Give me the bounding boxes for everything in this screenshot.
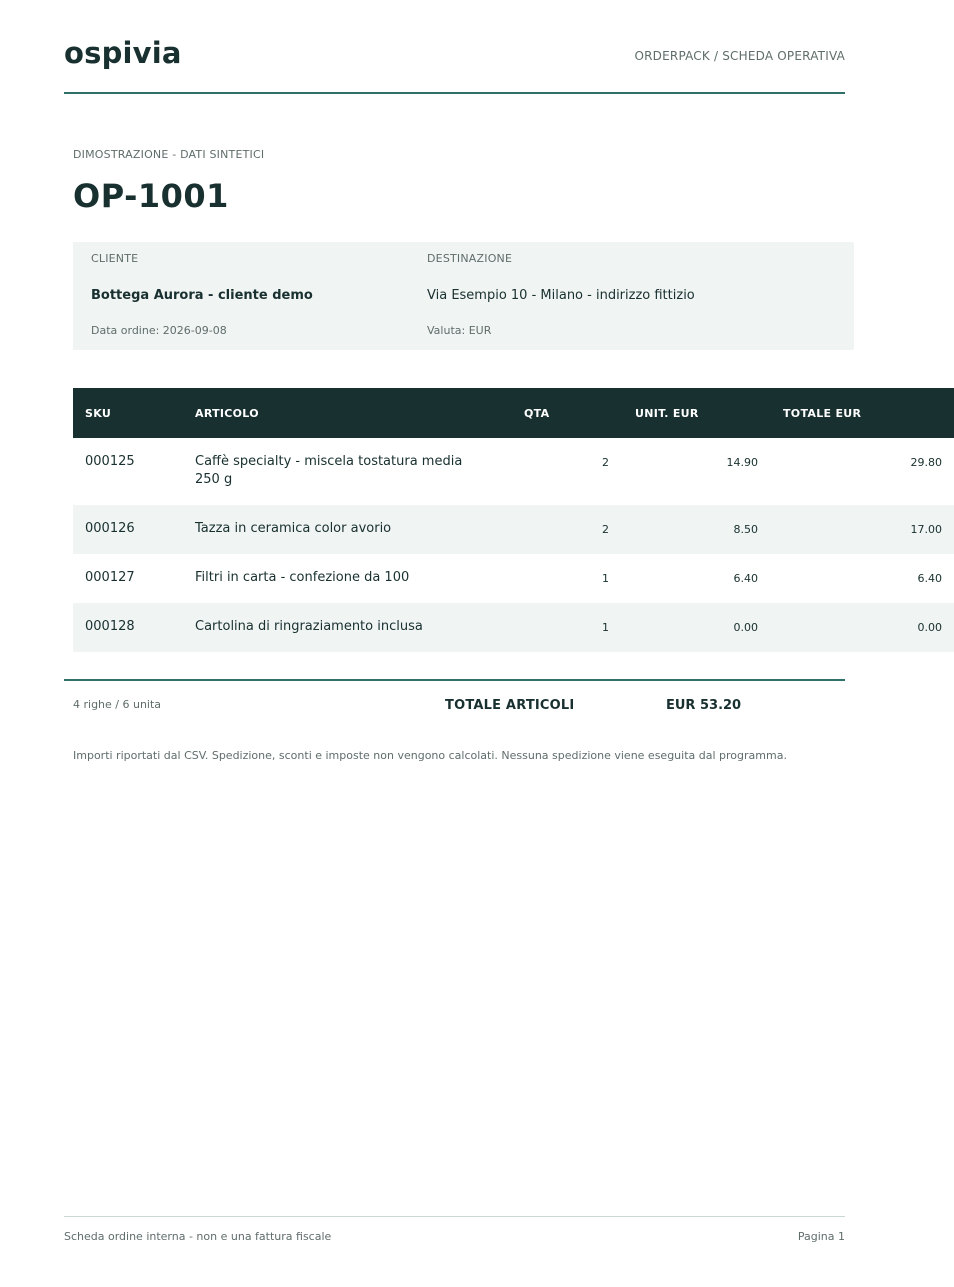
row-unit-price: 6.40 [733, 572, 758, 585]
customer-name: Bottega Aurora - cliente demo [91, 288, 313, 303]
row-qty: 2 [602, 523, 609, 536]
totals-label: TOTALE ARTICOLI [445, 698, 575, 713]
customer-label: CLIENTE [91, 252, 139, 265]
totals-count: 4 righe / 6 unita [73, 698, 162, 711]
row-qty: 1 [602, 572, 609, 585]
items-table [73, 388, 954, 652]
table-row [73, 505, 954, 554]
demo-label: DIMOSTRAZIONE - DATI SINTETICI [73, 148, 265, 161]
row-article: Cartolina di ringraziamento inclusa [195, 619, 423, 634]
destination-address: Via Esempio 10 - Milano - indirizzo fittizio [427, 288, 695, 303]
order-info-panel [73, 242, 854, 350]
row-unit-price: 14.90 [726, 456, 758, 469]
brand-logo: ospivia [64, 36, 182, 70]
destination-label: DESTINAZIONE [427, 252, 513, 265]
row-total: 29.80 [910, 456, 942, 469]
order-date: Data ordine: 2026-09-08 [91, 324, 227, 337]
table-header-row [73, 388, 954, 438]
row-article: Filtri in carta - confezione da 100 [195, 570, 410, 585]
table-row [73, 603, 954, 652]
disclaimer-note: Importi riportati dal CSV. Spedizione, sconti e imposte non vengono calcolati. Nessuna spedizione viene eseguita dal programma. [73, 749, 787, 762]
row-sku: 000128 [85, 619, 135, 634]
column-header-qty: QTA [487, 388, 609, 438]
column-header-sku: SKU [73, 388, 183, 438]
order-id: OP-1001 [73, 177, 229, 215]
document-kind: ORDERPACK / SCHEDA OPERATIVA [634, 49, 845, 63]
column-header-total: TOTALE EUR [758, 388, 954, 438]
footer-divider [64, 1216, 845, 1217]
row-article: Caffè specialty - miscela tostatura media 250 g [195, 454, 463, 487]
row-qty: 1 [602, 621, 609, 634]
table-row [73, 554, 954, 603]
row-article: Tazza in ceramica color avorio [195, 521, 392, 536]
row-total: 6.40 [917, 572, 942, 585]
row-total: 0.00 [917, 621, 942, 634]
column-header-article: ARTICOLO [183, 388, 487, 438]
page-number: Pagina 1 [797, 1230, 845, 1243]
row-sku: 000125 [85, 454, 135, 469]
totals-divider [64, 679, 845, 681]
row-unit-price: 0.00 [733, 621, 758, 634]
row-total: 17.00 [910, 523, 942, 536]
totals-value: EUR 53.20 [666, 698, 742, 713]
row-sku: 000127 [85, 570, 135, 585]
currency: Valuta: EUR [427, 324, 492, 337]
row-unit-price: 8.50 [733, 523, 758, 536]
row-sku: 000126 [85, 521, 135, 536]
table-row [73, 438, 954, 505]
column-header-unit: UNIT. EUR [609, 388, 758, 438]
header-divider [64, 92, 845, 94]
footer-disclaimer: Scheda ordine interna - non e una fattura fiscale [64, 1230, 332, 1243]
row-qty: 2 [602, 456, 609, 469]
